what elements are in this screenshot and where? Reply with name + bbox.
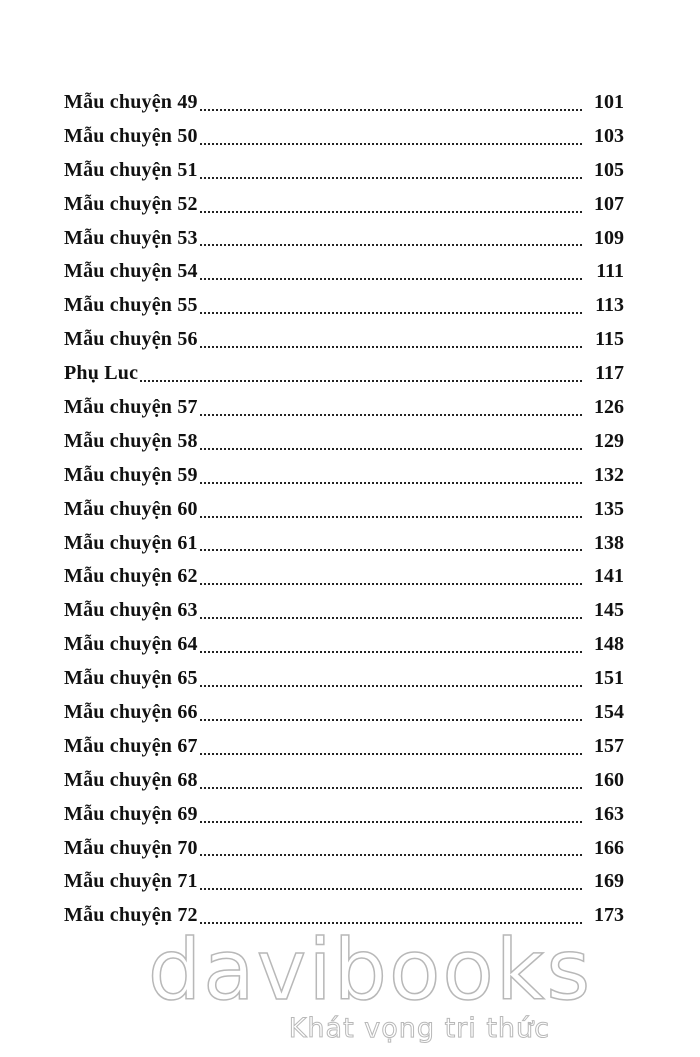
toc-entry-title: Mẫu chuyện 56 xyxy=(64,328,198,351)
toc-entry xyxy=(64,154,624,188)
toc-entry xyxy=(64,255,624,289)
toc-entry-page: 117 xyxy=(595,362,624,385)
toc-entry-title: Mẫu chuyện 70 xyxy=(64,836,198,859)
toc-entry xyxy=(64,120,624,154)
toc-entry-title: Mẫu chuyện 65 xyxy=(64,667,198,690)
dot-leader xyxy=(200,311,582,314)
toc-entry-page: 105 xyxy=(594,158,624,181)
toc-entry xyxy=(64,662,624,696)
dot-leader xyxy=(200,582,582,585)
toc-entry xyxy=(64,527,624,561)
toc-entry xyxy=(64,391,624,425)
dot-leader xyxy=(200,752,582,755)
toc-entry xyxy=(64,696,624,730)
dot-leader xyxy=(200,210,582,213)
dot-leader xyxy=(200,277,582,280)
toc-entry xyxy=(64,493,624,527)
toc-entry-page: 154 xyxy=(594,701,624,724)
dot-leader xyxy=(200,108,582,111)
watermark-brand: davibooks xyxy=(147,921,593,1019)
toc-entry-title: Mẫu chuyện 68 xyxy=(64,768,198,791)
toc-entry-title: Mẫu chuyện 58 xyxy=(64,429,198,452)
toc-entry xyxy=(64,86,624,120)
watermark-tagline: Khát vọng tri thức xyxy=(288,1013,550,1044)
dot-leader xyxy=(200,616,582,619)
dot-leader xyxy=(200,142,582,145)
toc-entry-page: 166 xyxy=(594,836,624,859)
toc-entry xyxy=(64,594,624,628)
toc-entry-page: 138 xyxy=(594,531,624,554)
toc-entry xyxy=(64,730,624,764)
toc-entry-title: Mẫu chuyện 54 xyxy=(64,260,198,283)
toc-entry-title: Mẫu chuyện 53 xyxy=(64,226,198,249)
toc-entry xyxy=(64,832,624,866)
toc-entry-page: 160 xyxy=(594,768,624,791)
toc-entry-page: 157 xyxy=(594,734,624,757)
toc-entry-title: Mẫu chuyện 72 xyxy=(64,904,198,927)
toc-entry-page: 126 xyxy=(594,396,624,419)
toc-entry-title: Mẫu chuyện 61 xyxy=(64,531,198,554)
toc-entry-title: Mẫu chuyện 49 xyxy=(64,91,198,113)
toc-entry-title: Mẫu chuyện 60 xyxy=(64,497,198,520)
toc-entry-page: 132 xyxy=(594,463,624,486)
toc-entry xyxy=(64,560,624,594)
dot-leader xyxy=(200,481,582,484)
toc-entry-title: Mẫu chuyện 55 xyxy=(64,294,198,317)
toc-entry-title: Phụ Luc xyxy=(64,362,139,385)
toc-entry xyxy=(64,764,624,798)
toc-entry-page: 113 xyxy=(595,294,624,317)
toc-entry-title: Mẫu chuyện 51 xyxy=(64,158,198,181)
toc-entry-title: Mẫu chuyện 59 xyxy=(64,463,198,486)
toc-entry-page: 109 xyxy=(594,226,624,249)
toc-entry-title: Mẫu chuyện 57 xyxy=(64,396,198,419)
toc-entry-title: Mẫu chuyện 64 xyxy=(64,633,198,656)
toc-entry xyxy=(64,323,624,357)
toc-entry-page: 103 xyxy=(594,124,624,147)
toc-entry xyxy=(64,357,624,391)
toc-entry-page: 107 xyxy=(594,192,624,215)
dot-leader xyxy=(200,413,582,416)
dot-leader xyxy=(200,786,582,789)
toc-entry-page: 163 xyxy=(594,802,624,825)
toc-entry-page: 169 xyxy=(594,870,624,893)
dot-leader xyxy=(200,718,582,721)
toc-entry-title: Mẫu chuyện 50 xyxy=(64,124,198,147)
dot-leader xyxy=(200,684,582,687)
dot-leader xyxy=(200,447,582,450)
toc-entry-title: Mẫu chuyện 62 xyxy=(64,565,198,588)
toc-entry-page: 145 xyxy=(594,599,624,622)
dot-leader xyxy=(200,243,582,246)
dot-leader xyxy=(200,853,582,856)
toc-entry-title: Mẫu chuyện 52 xyxy=(64,192,198,215)
dot-leader xyxy=(200,820,582,823)
toc-entry-page: 173 xyxy=(594,904,624,927)
toc-entry-page: 115 xyxy=(595,328,624,351)
dot-leader xyxy=(200,650,582,653)
dot-leader xyxy=(200,515,582,518)
toc-entry-title: Mẫu chuyện 63 xyxy=(64,599,198,622)
toc-entry-title: Mẫu chuyện 66 xyxy=(64,701,198,724)
toc-entry-title: Mẫu chuyện 67 xyxy=(64,734,198,757)
toc-entry-page: 135 xyxy=(594,497,624,520)
toc-entry-title: Mẫu chuyện 69 xyxy=(64,802,198,825)
dot-leader xyxy=(200,548,582,551)
toc-entry xyxy=(64,459,624,493)
dot-leader xyxy=(140,379,582,382)
toc-entry-title: Mẫu chuyện 71 xyxy=(64,870,198,893)
table-of-contents xyxy=(64,86,624,933)
toc-entry-page: 111 xyxy=(596,260,624,283)
toc-entry xyxy=(64,289,624,323)
dot-leader xyxy=(200,176,582,179)
dot-leader xyxy=(200,887,582,890)
toc-entry xyxy=(64,188,624,222)
dot-leader xyxy=(200,345,582,348)
toc-entry-page: 148 xyxy=(594,633,624,656)
toc-entry-page: 129 xyxy=(594,429,624,452)
toc-entry-page: 151 xyxy=(594,667,624,690)
toc-entry xyxy=(64,628,624,662)
toc-entry-page: 141 xyxy=(594,565,624,588)
toc-entry xyxy=(64,425,624,459)
toc-entry xyxy=(64,865,624,899)
toc-entry xyxy=(64,798,624,832)
watermark xyxy=(0,921,700,1045)
toc-entry xyxy=(64,222,624,256)
toc-entry-page: 101 xyxy=(594,91,624,113)
